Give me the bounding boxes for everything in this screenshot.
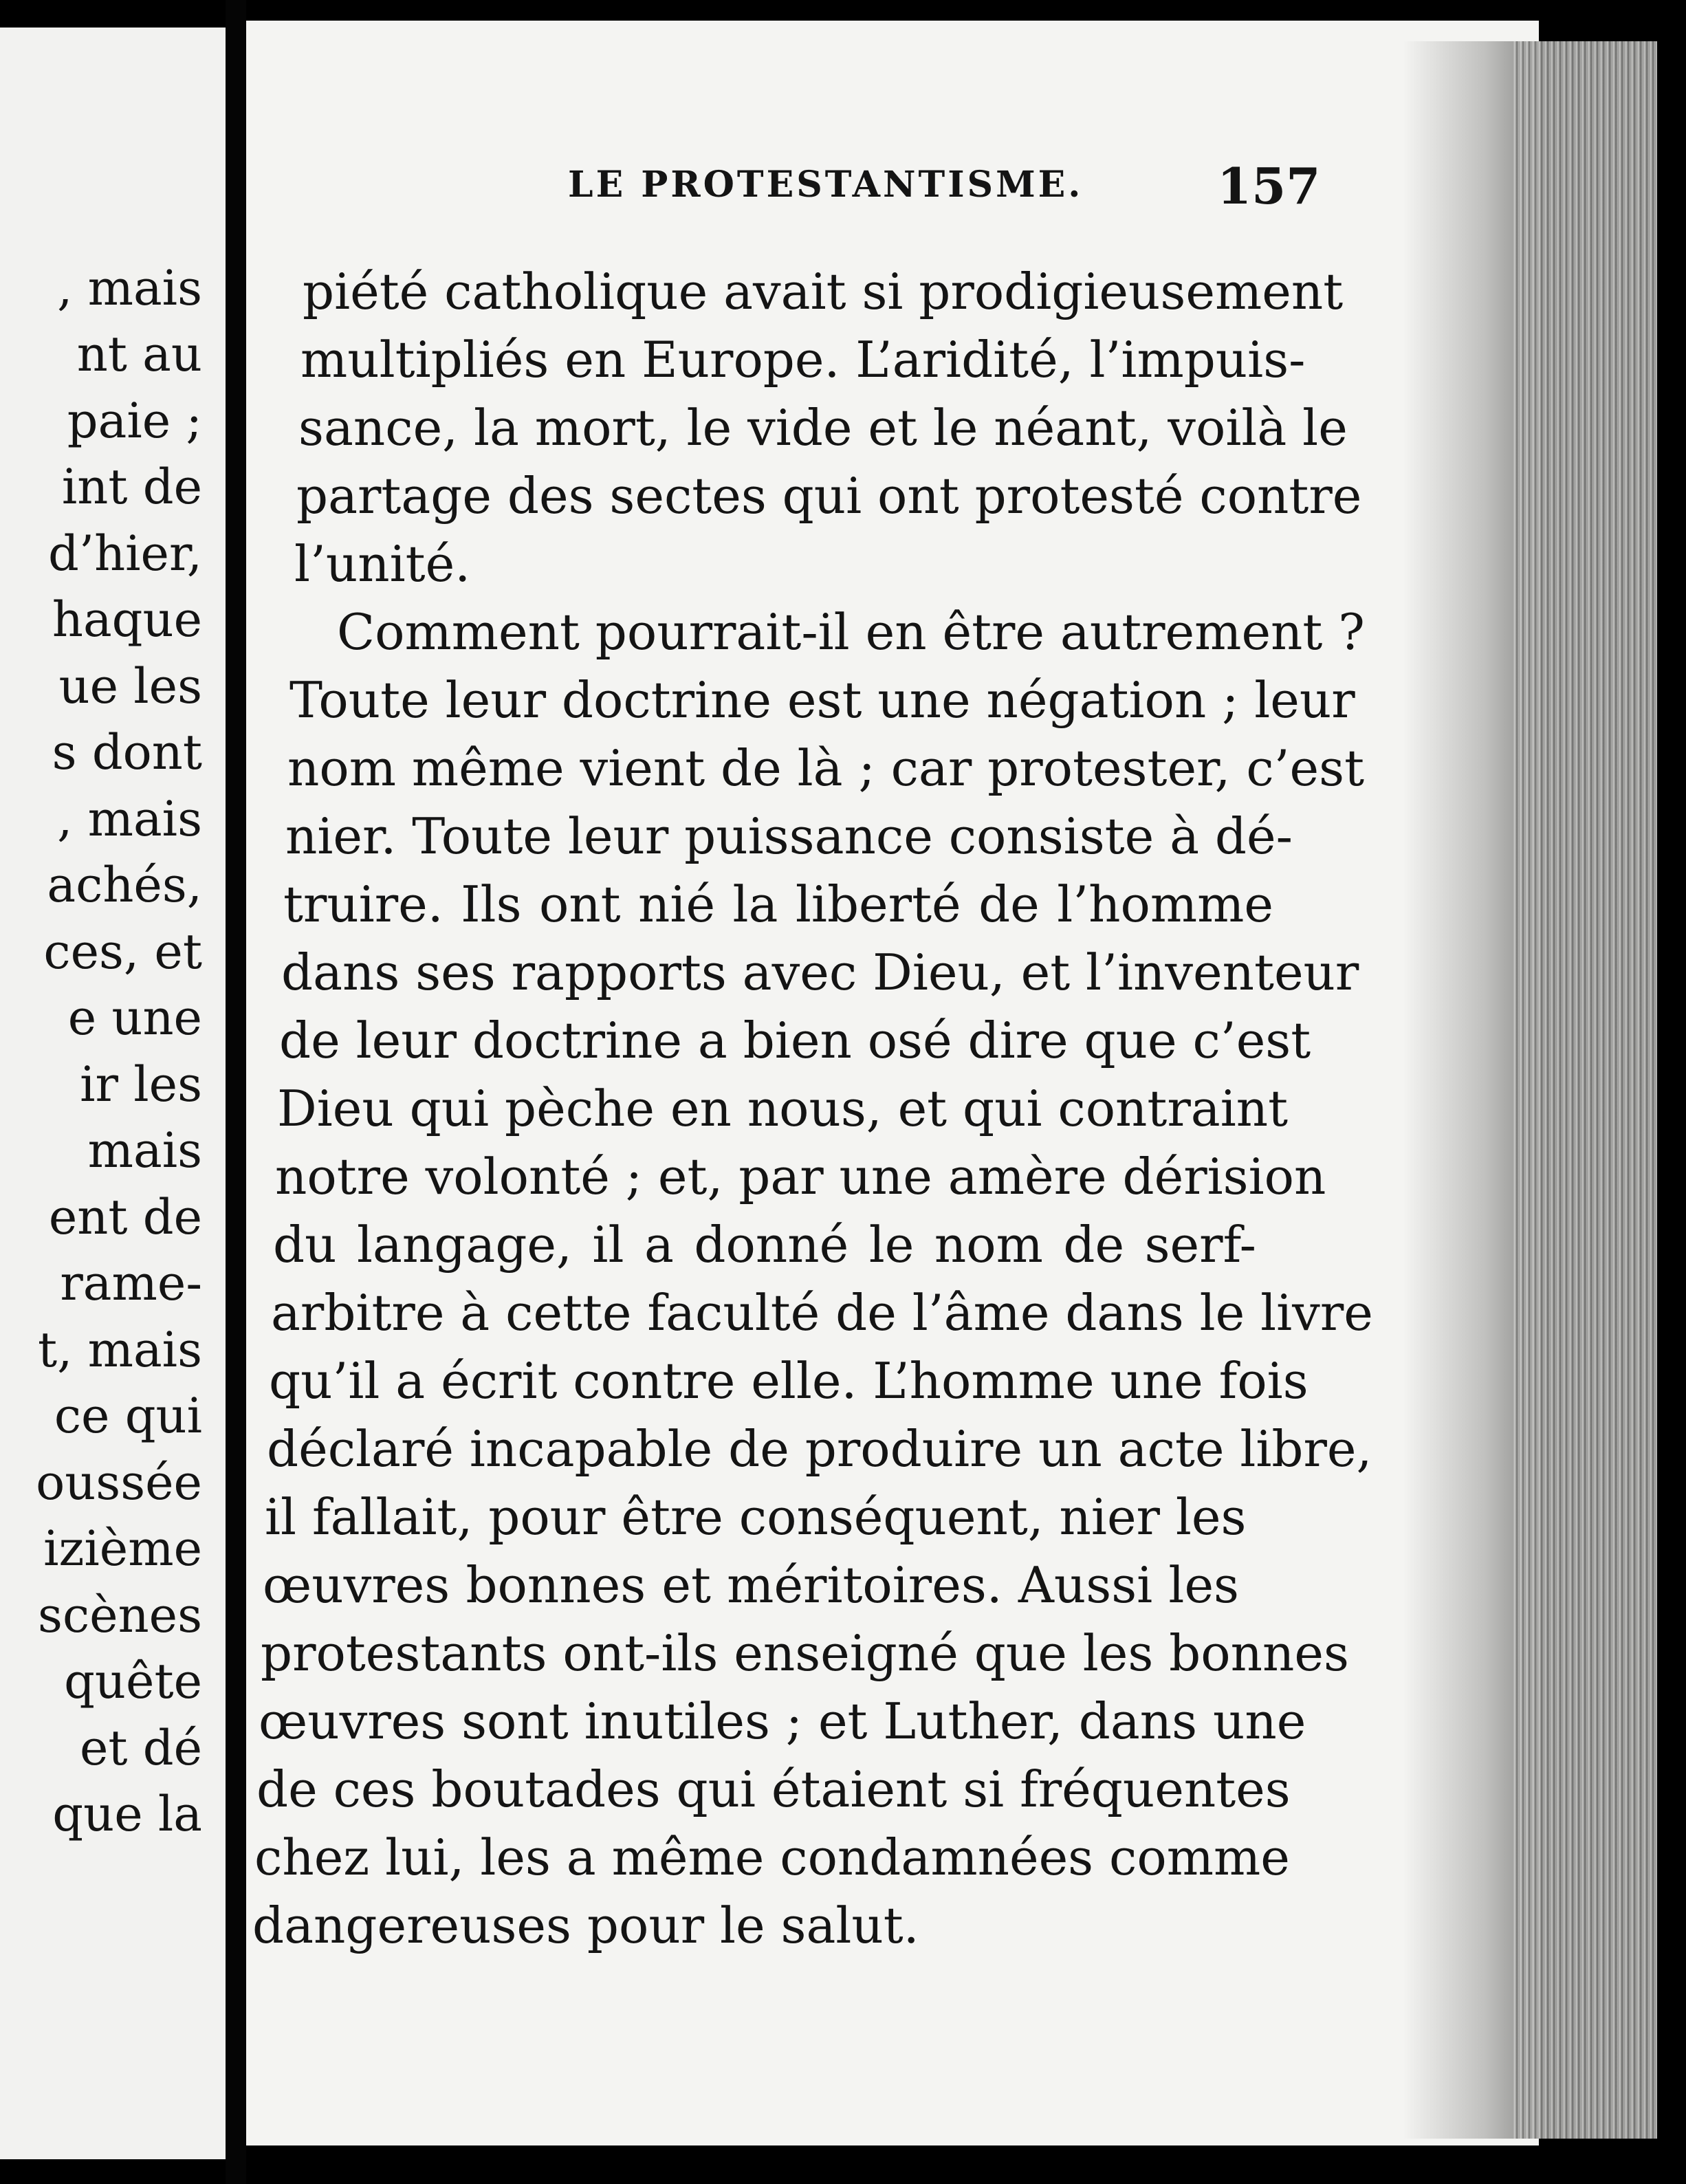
body-text-line: nier. Toute leur puissance consiste à dé- bbox=[285, 807, 1293, 865]
body-text-line: de ces boutades qui étaient si fréquentes bbox=[256, 1760, 1291, 1818]
body-text-line: dangereuses pour le salut. bbox=[252, 1897, 919, 1954]
book-gutter bbox=[226, 0, 246, 2184]
left-page-line: rame- bbox=[60, 1255, 202, 1311]
body-text-line: Dieu qui pèche en nous, et qui contraint bbox=[277, 1080, 1289, 1137]
body-text-line: déclaré incapable de produire un acte libre, bbox=[267, 1420, 1372, 1478]
body-text-line: multipliés en Europe. L’aridité, l’impuis- bbox=[300, 331, 1306, 389]
page-block-edge bbox=[1513, 41, 1657, 2139]
body-text-line: Toute leur doctrine est une négation ; leur bbox=[289, 671, 1355, 729]
left-page-line: paie ; bbox=[67, 393, 202, 449]
left-page-line: t, mais bbox=[37, 1322, 202, 1378]
body-text-line: dans ses rapports avec Dieu, et l’inventeur bbox=[281, 943, 1359, 1001]
left-page-line: s dont bbox=[52, 724, 202, 780]
left-page-line: , mais bbox=[57, 260, 202, 316]
body-text-line: l’unité. bbox=[294, 535, 471, 593]
body-text-line: qu’il a écrit contre elle. L’homme une fois bbox=[269, 1352, 1309, 1410]
left-page-line: ent de bbox=[48, 1189, 202, 1245]
left-page-line: e une bbox=[67, 990, 202, 1046]
body-text-line: truire. Ils ont nié la liberté de l’homme bbox=[283, 875, 1273, 933]
body-text-line: partage des sectes qui ont protesté contre bbox=[296, 467, 1362, 525]
left-page-line: ces, et bbox=[43, 924, 202, 980]
body-text-line: arbitre à cette faculté de l’âme dans le livre bbox=[271, 1284, 1373, 1342]
left-page-line: d’hier, bbox=[48, 525, 202, 582]
body-text-line: du langage, il a donné le nom de serf- bbox=[273, 1216, 1256, 1274]
left-page-line: achés, bbox=[47, 857, 202, 913]
body-text-line: protestants ont-ils enseigné que les bonnes bbox=[261, 1624, 1349, 1682]
body-text-line: notre volonté ; et, par une amère dérision bbox=[275, 1148, 1326, 1205]
body-text-line: de leur doctrine a bien osé dire que c’est bbox=[279, 1012, 1311, 1069]
running-head: LE PROTESTANTISME. bbox=[568, 164, 1084, 206]
body-text-line: œuvres bonnes et méritoires. Aussi les bbox=[263, 1556, 1239, 1614]
left-page-line: oussée bbox=[36, 1454, 202, 1511]
body-text-line: sance, la mort, le vide et le néant, voilà le bbox=[298, 399, 1348, 457]
left-page-line: et dé bbox=[79, 1720, 202, 1776]
body-text-line: nom même vient de là ; car protester, c’est bbox=[287, 739, 1365, 797]
body-text-line: œuvres sont inutiles ; et Luther, dans une bbox=[259, 1692, 1306, 1750]
body-text-line: piété catholique avait si prodigieusement bbox=[303, 263, 1344, 320]
left-page-line: haque bbox=[52, 591, 202, 648]
left-page-line: que la bbox=[52, 1786, 202, 1842]
page-number: 157 bbox=[1217, 157, 1321, 215]
body-text-line: il fallait, pour être conséquent, nier les bbox=[265, 1488, 1247, 1546]
left-page-line: scènes bbox=[38, 1587, 202, 1644]
left-page-line: , mais bbox=[57, 791, 202, 847]
left-page-line: quête bbox=[64, 1653, 202, 1710]
left-page-line: izième bbox=[43, 1520, 202, 1577]
left-page-line: ue les bbox=[58, 658, 202, 714]
body-text-line: chez lui, les a même condamnées comme bbox=[254, 1828, 1290, 1886]
left-page-line: ir les bbox=[80, 1056, 202, 1113]
left-page-fragment bbox=[0, 28, 226, 2159]
left-page-line: int de bbox=[61, 459, 202, 515]
left-page-line: mais bbox=[87, 1122, 202, 1179]
left-page-line: nt au bbox=[76, 326, 202, 382]
left-page-line: ce qui bbox=[54, 1388, 202, 1444]
body-text-line: Comment pourrait-il en être autrement ? bbox=[337, 603, 1365, 661]
